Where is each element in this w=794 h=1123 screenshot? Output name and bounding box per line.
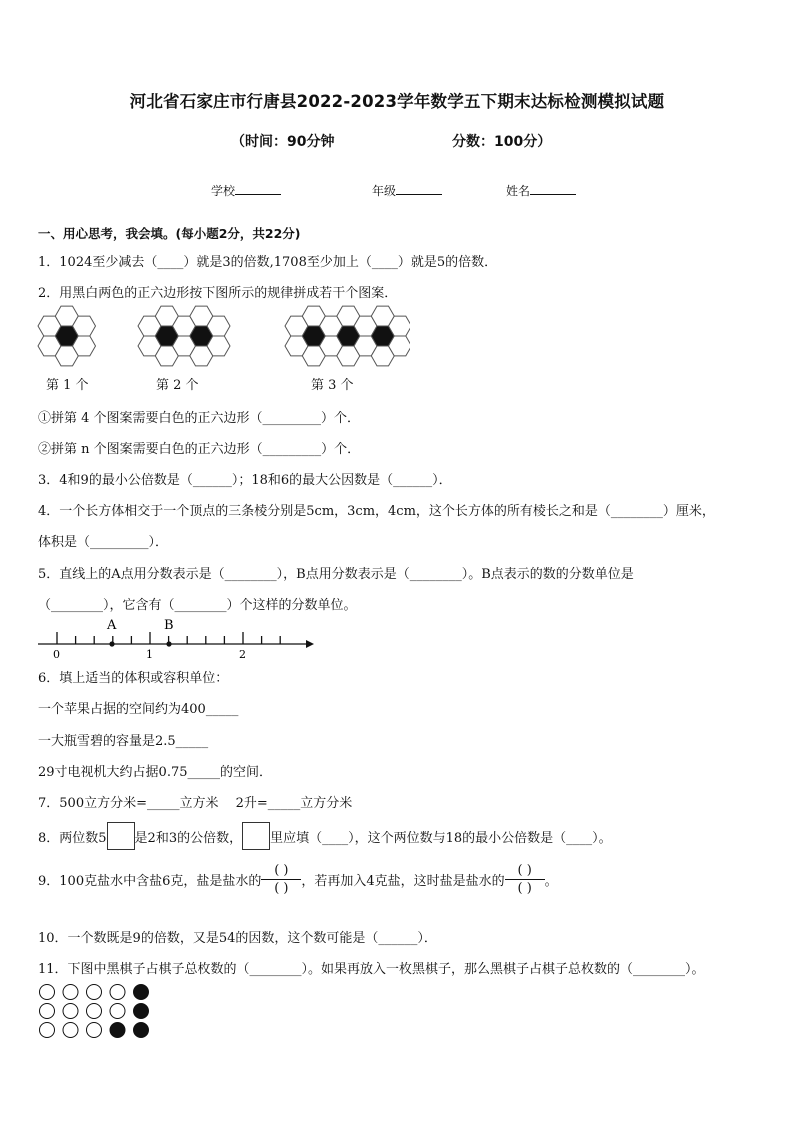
- figure-2-caption: 第 2 个: [156, 378, 199, 393]
- grade-blank[interactable]: [396, 183, 442, 195]
- fraction-1-numerator: ( ): [274, 863, 289, 878]
- question-6c: 29寸电视机大约占据0.75_____的空间．: [38, 765, 272, 780]
- grade-label: 年级: [372, 184, 397, 198]
- digit-box-2[interactable]: [242, 822, 270, 850]
- section-heading: 一、用心思考，我会填。(每小题2分，共22分): [38, 226, 301, 241]
- question-6a: 一个苹果占据的空间约为400_____: [38, 702, 239, 717]
- point-a: [109, 641, 114, 646]
- black-chess-piece: [134, 1004, 149, 1019]
- label-b: B: [164, 618, 174, 633]
- question-9: [38, 864, 558, 895]
- digit-box[interactable]: [107, 822, 135, 850]
- black-chess-piece: [134, 985, 149, 1000]
- tick-label-0: 0: [53, 648, 60, 660]
- question-9-part3: 。: [544, 874, 558, 889]
- question-2: 2．用黑白两色的正六边形按下图所示的规律拼成若干个图案．: [38, 286, 398, 301]
- white-chess-piece: [40, 1004, 55, 1019]
- fraction-bar: [505, 879, 545, 880]
- question-6: 6．填上适当的体积或容积单位：: [38, 671, 229, 686]
- white-chess-piece: [63, 1023, 78, 1038]
- figure-1-caption: 第 1 个: [46, 378, 89, 393]
- chess-pieces: [38, 983, 158, 1039]
- school-label: 学校: [211, 184, 236, 198]
- question-9-part2: ，若再加入4克盐，这时盐是盐水的: [301, 874, 505, 889]
- question-2b: ②拼第 n 个图案需要白色的正六边形（_________）个．: [38, 442, 361, 457]
- school-field: [211, 182, 281, 199]
- school-blank[interactable]: [235, 183, 281, 195]
- label-a: A: [107, 618, 117, 633]
- tick-label-2: 2: [239, 648, 246, 660]
- question-8-part3: 里应填（____），这个两位数与18的最小公倍数是（____）。: [270, 830, 612, 846]
- number-line-arrow: [306, 640, 314, 648]
- number-line: [30, 612, 320, 660]
- white-chess-piece: [63, 1004, 78, 1019]
- name-blank[interactable]: [530, 183, 576, 195]
- point-b: [166, 641, 171, 646]
- white-chess-piece: [110, 1004, 125, 1019]
- question-5-line2: （________），它含有（________）个这样的分数单位。: [38, 598, 357, 613]
- fraction-1-denominator: ( ): [274, 881, 289, 896]
- page-title: 河北省石家庄市行唐县2022-2023学年数学五下期末达标检测模拟试题: [129, 92, 665, 111]
- fraction-2-numerator: ( ): [517, 863, 532, 878]
- tick-label-1: 1: [146, 648, 153, 660]
- black-chess-piece: [134, 1023, 149, 1038]
- score-label: 分数：100分）: [452, 134, 552, 150]
- white-chess-piece: [40, 985, 55, 1000]
- question-8: [38, 822, 612, 850]
- question-5-line1: 5．直线上的A点用分数表示是（________），B点用分数表示是（________）。B点表示的数的分数单位是: [38, 567, 634, 582]
- white-chess-piece: [40, 1023, 55, 1038]
- time-label: （时间：90分钟: [231, 134, 335, 150]
- question-7: 7．500立方分米=_____立方米 2升=_____立方分米: [38, 796, 353, 811]
- white-chess-piece: [63, 985, 78, 1000]
- question-1: 1．1024至少减去（____）就是3的倍数,1708至少加上（____）就是5的倍数．: [38, 255, 498, 270]
- question-9-part1: 9．100克盐水中含盐6克，盐是盐水的: [38, 874, 262, 889]
- white-chess-piece: [87, 1004, 102, 1019]
- black-chess-piece: [110, 1023, 125, 1038]
- question-10: 10．一个数既是9的倍数，又是54的因数，这个数可能是（______）．: [38, 931, 437, 946]
- grade-field: [372, 182, 442, 199]
- question-6b: 一大瓶雪碧的容量是2.5_____: [38, 734, 209, 749]
- name-field: [506, 182, 576, 199]
- fraction-bar: [261, 879, 301, 880]
- question-4-line1: 4．一个长方体相交于一个顶点的三条棱分别是5cm，3cm，4cm，这个长方体的所有棱长之和是（________）厘米，: [38, 504, 715, 519]
- white-chess-piece: [110, 985, 125, 1000]
- question-3: 3．4和9的最小公倍数是（______）；18和6的最大公因数是（______）．: [38, 473, 452, 488]
- white-chess-piece: [87, 1023, 102, 1038]
- question-2a: ①拼第 4 个图案需要白色的正六边形（_________）个．: [38, 411, 361, 426]
- question-4-line2: 体积是（_________）．: [38, 535, 169, 550]
- fraction-2-denominator: ( ): [517, 881, 532, 896]
- fraction-1[interactable]: [261, 864, 301, 895]
- figure-3-caption: 第 3 个: [311, 378, 354, 393]
- fraction-2[interactable]: [505, 864, 545, 895]
- name-label: 姓名: [506, 184, 531, 198]
- question-8-part1: 8．两位数5: [38, 830, 107, 846]
- question-8-part2: 是2和3的公倍数，: [134, 830, 243, 846]
- white-chess-piece: [87, 985, 102, 1000]
- hexagon-figures: [30, 304, 410, 368]
- question-11: 11．下图中黑棋子占棋子总枚数的（________）。如果再放入一枚黑棋子，那么黑棋子占棋子总枚数的（________）。: [38, 962, 705, 977]
